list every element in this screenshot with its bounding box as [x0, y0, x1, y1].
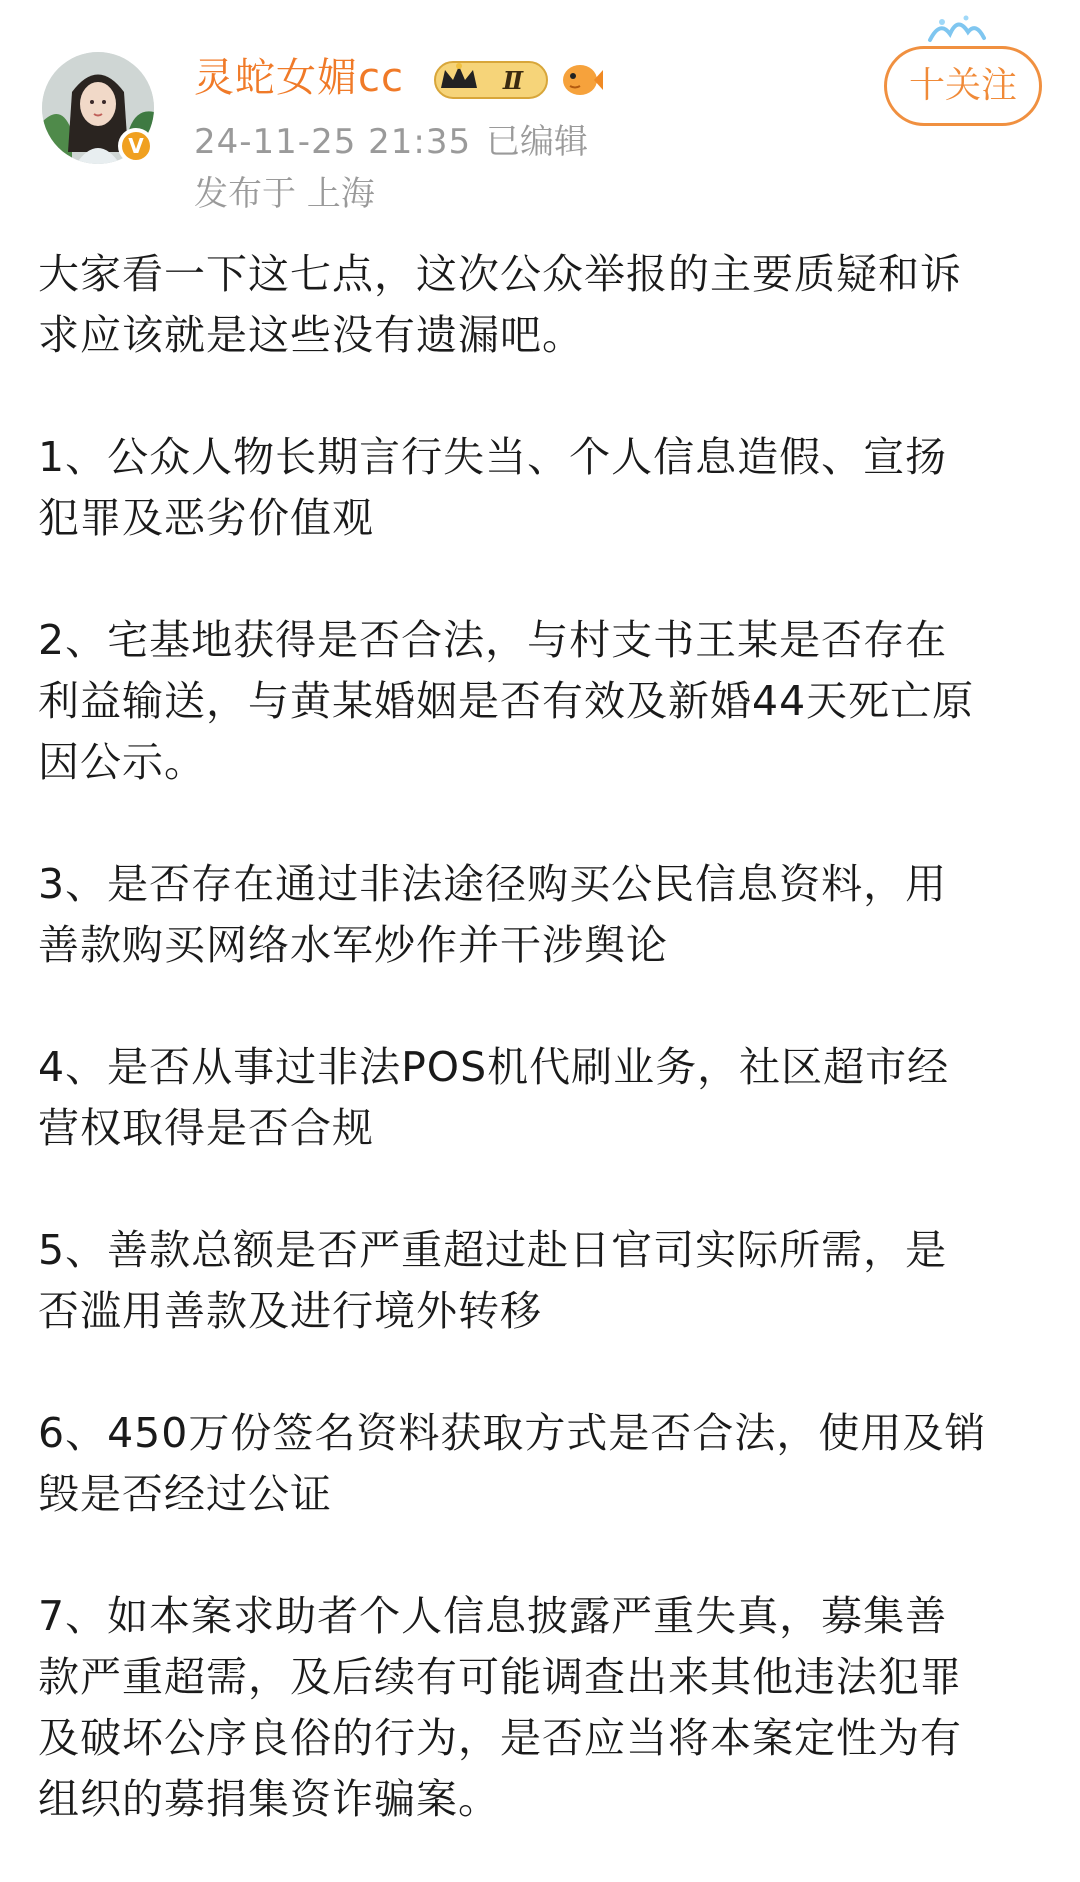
follow-button[interactable]: 十关注: [884, 46, 1042, 126]
post-paragraph-intro: 大家看一下这七点，这次公众举报的主要质疑和诉 求应该就是这些没有遗漏吧。: [38, 250, 962, 359]
user-name[interactable]: 灵蛇女媚cc: [194, 55, 404, 101]
post-header: [0, 0, 1080, 220]
level-badge-label: Ⅱ: [502, 66, 524, 95]
post-paragraph-4: 4、是否从事过非法POS机代刷业务，社区超市经 营权取得是否合规: [38, 1043, 950, 1152]
crown-level-badge-icon[interactable]: [433, 58, 551, 102]
post-paragraph-3: 3、是否存在通过非法途径购买公民信息资料，用 善款购买网络水军炒作并干涉舆论: [38, 860, 948, 969]
post-paragraph-6: 6、450万份签名资料获取方式是否合法，使用及销 毁是否经过公证: [38, 1409, 987, 1518]
verified-badge-icon: V: [118, 128, 154, 164]
edited-tag[interactable]: 已编辑: [486, 122, 588, 162]
post-paragraph-7: 7、如本案求助者个人信息披露严重失真，募集善 款严重超需，及后续有可能调查出来其他违法犯罪 及破坏公序良俗的行为，是否应当将本案定性为有 组织的募捐集资诈骗案。: [38, 1592, 962, 1823]
post-paragraph-1: 1、公众人物长期言行失当、个人信息造假、宣扬 犯罪及恶劣价值观: [38, 433, 948, 542]
post-body: [38, 244, 1048, 1830]
sparkle-decoration-icon: [920, 10, 990, 46]
post-paragraph-5: 5、善款总额是否严重超过赴日官司实际所需，是 否滥用善款及进行境外转移: [38, 1226, 948, 1335]
post-timestamp: 24-11-25 21:35: [194, 122, 472, 162]
post-location: 发布于 上海: [194, 174, 375, 214]
fish-icon: [558, 56, 604, 102]
post-paragraph-2: 2、宅基地获得是否合法，与村支书王某是否存在 利益输送，与黄某婚姻是否有效及新婚44天死亡原 因公示。: [38, 616, 975, 786]
